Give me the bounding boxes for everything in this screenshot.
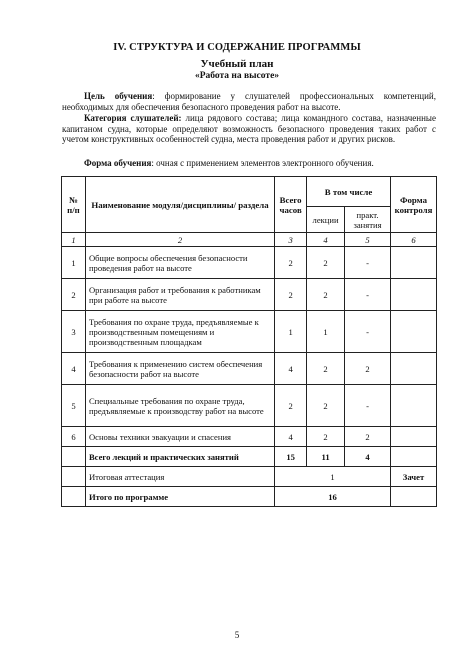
index-row — [62, 233, 437, 247]
row-control — [390, 385, 436, 427]
table-row — [62, 311, 437, 353]
program-empty-cell — [62, 487, 86, 507]
header-num: № п/п — [62, 177, 86, 233]
table-row — [62, 247, 437, 279]
plan-title: Учебный план — [200, 58, 274, 70]
index-cell: 6 — [390, 233, 436, 247]
header-total: Всего часов — [275, 177, 307, 233]
table-row — [62, 385, 437, 427]
row-practice: 2 — [345, 353, 391, 385]
row-lectures: 2 — [307, 385, 345, 427]
form-text: : очная с применением элементов электронного обучения. — [151, 158, 374, 168]
header-including: В том числе — [307, 177, 391, 207]
row-name: Организация работ и требования к работникам при работе на высоте — [85, 279, 274, 311]
row-control — [390, 353, 436, 385]
goal-paragraph — [62, 91, 436, 112]
attestation-hours: 1 — [275, 467, 391, 487]
row-total: 2 — [275, 279, 307, 311]
attestation-empty-cell — [62, 467, 86, 487]
row-name: Требования по охране труда, предъявляемые к производственным помещениям и производственным площадкам — [85, 311, 274, 353]
curriculum-table — [61, 176, 437, 507]
form-paragraph — [62, 158, 436, 169]
row-num: 4 — [62, 353, 86, 385]
goal-text: : формирование у слушателей профессиональных компетенций, необходимых для обеспечения безопасного проведения работ на высоте. — [62, 91, 436, 112]
attestation-label: Итоговая аттестация — [85, 467, 274, 487]
header-name: Наименование модуля/дисциплины/ раздела — [85, 177, 274, 233]
row-lectures: 1 — [307, 311, 345, 353]
row-total: 4 — [275, 427, 307, 447]
row-num: 6 — [62, 427, 86, 447]
row-control — [390, 427, 436, 447]
total-hours: 15 — [275, 447, 307, 467]
row-num: 1 — [62, 247, 86, 279]
program-hours: 16 — [275, 487, 391, 507]
header-control: Форма контроля — [390, 177, 436, 233]
total-empty-cell — [62, 447, 86, 467]
index-cell: 2 — [85, 233, 274, 247]
audience-paragraph — [62, 113, 436, 145]
index-cell: 4 — [307, 233, 345, 247]
section-title: IV. СТРУКТУРА И СОДЕРЖАНИЕ ПРОГРАММЫ — [113, 42, 361, 53]
total-practice: 4 — [345, 447, 391, 467]
row-name: Основы техники эвакуации и спасения — [85, 427, 274, 447]
row-lectures: 2 — [307, 353, 345, 385]
row-name: Специальные требования по охране труда, предъявляемые к производству работ на высоте — [85, 385, 274, 427]
row-practice: - — [345, 247, 391, 279]
row-total: 1 — [275, 311, 307, 353]
row-control — [390, 279, 436, 311]
row-total: 2 — [275, 247, 307, 279]
table-row — [62, 427, 437, 447]
row-total: 2 — [275, 385, 307, 427]
row-practice: - — [345, 385, 391, 427]
page-number: 5 — [234, 630, 240, 640]
goal-label: Цель обучения — [84, 91, 153, 101]
header-practice: практ. занятия — [345, 207, 391, 233]
attestation-row — [62, 467, 437, 487]
audience-label: Категория слушателей: — [84, 113, 182, 123]
row-practice: - — [345, 311, 391, 353]
row-total: 4 — [275, 353, 307, 385]
program-control — [390, 487, 436, 507]
row-num: 5 — [62, 385, 86, 427]
plan-subtitle: «Работа на высоте» — [194, 71, 280, 81]
total-control — [390, 447, 436, 467]
row-num: 2 — [62, 279, 86, 311]
row-control — [390, 247, 436, 279]
row-practice: 2 — [345, 427, 391, 447]
table-row — [62, 279, 437, 311]
row-name: Общие вопросы обеспечения безопасности проведения работ на высоте — [85, 247, 274, 279]
row-lectures: 2 — [307, 247, 345, 279]
table-header-row — [62, 177, 437, 207]
audience-text: лица рядового состава; лица командного состава, назначенные капитаном судна, которые определяют возможность безопасного проведения таких работ с учетом конструктивных особенностей судна, места проведения работ и других рисков. — [62, 113, 436, 145]
program-total-row — [62, 487, 437, 507]
total-row — [62, 447, 437, 467]
header-lectures: лекции — [307, 207, 345, 233]
row-practice: - — [345, 279, 391, 311]
program-label: Итого по программе — [85, 487, 274, 507]
total-label: Всего лекций и практических занятий — [85, 447, 274, 467]
index-cell: 5 — [345, 233, 391, 247]
form-label: Форма обучения — [84, 158, 152, 168]
total-lectures: 11 — [307, 447, 345, 467]
index-cell: 3 — [275, 233, 307, 247]
row-num: 3 — [62, 311, 86, 353]
row-control — [390, 311, 436, 353]
row-name: Требования к применению систем обеспечения безопасности работ на высоте — [85, 353, 274, 385]
row-lectures: 2 — [307, 427, 345, 447]
table-row — [62, 353, 437, 385]
row-lectures: 2 — [307, 279, 345, 311]
attestation-control: Зачет — [390, 467, 436, 487]
index-cell: 1 — [62, 233, 86, 247]
